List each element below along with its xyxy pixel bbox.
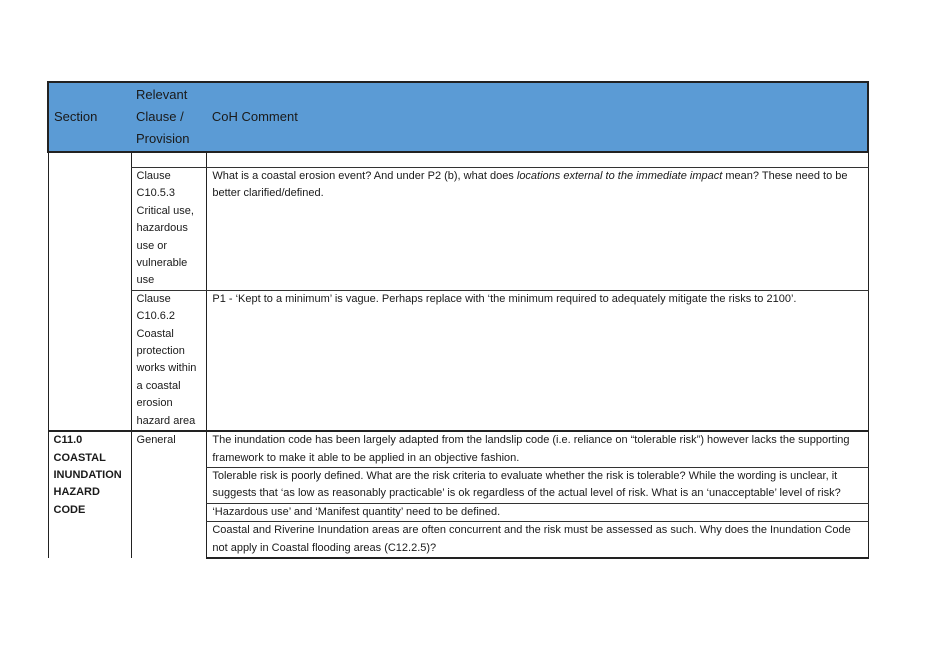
header-clause-line2: Clause / (136, 109, 184, 124)
header-row (48, 82, 868, 152)
header-clause (131, 82, 207, 152)
clause-cell-general: General (131, 431, 207, 558)
comment-cell: ‘Hazardous use’ and ‘Manifest quantity’ need to be defined. (207, 503, 868, 521)
table-row (48, 290, 868, 431)
comment-text: What is a coastal erosion event? And under P2 (b), what does (212, 170, 517, 182)
comment-cell: Coastal and Riverine Inundation areas are often concurrent and the risk must be assessed as such. Why does the Inundation Code not apply in Coastal flooding areas (C12.2.5)? (207, 522, 868, 558)
comment-italic-text: locations external to the immediate impact (516, 170, 723, 182)
table-row (48, 431, 868, 467)
section-cell-c11: C11.0 COASTAL INUNDATION HAZARD CODE (48, 431, 131, 558)
comments-table (47, 81, 869, 559)
header-comment: CoH Comment (207, 82, 868, 152)
spacer-clause (131, 152, 207, 168)
header-section: Section (48, 82, 131, 152)
comment-cell: Tolerable risk is poorly defined. What are the risk criteria to evaluate whether the risk is tolerable? While the wording is unclear, it suggests that ‘as low as reasonably practicable’ is ok regardless of the actual level of risk. What is an ‘unacceptable’ level of risk? (207, 467, 868, 503)
comment-text: mean? These need to be better clarified/defined. (212, 170, 848, 200)
spacer-row (48, 152, 868, 168)
table-row (48, 168, 868, 291)
comment-cell (207, 168, 868, 291)
clause-cell: Clause C10.6.2 Coastal protection works within a coastal erosion hazard area (131, 290, 207, 431)
comment-cell: The inundation code has been largely adapted from the landslip code (i.e. reliance on “tolerable risk”) however lacks the supporting framework to make it able to be applied in an objective fashion. (207, 431, 868, 467)
header-clause-line3: Provision (136, 131, 190, 146)
spacer-comment (207, 152, 868, 168)
header-clause-line1: Relevant (136, 87, 188, 102)
comment-cell: P1 - ‘Kept to a minimum’ is vague. Perhaps replace with ‘the minimum required to adequately mitigate the risks to 2100’. (207, 290, 868, 431)
clause-cell: Clause C10.5.3 Critical use, hazardous use or vulnerable use (131, 168, 207, 291)
section-cell-empty (48, 152, 131, 431)
